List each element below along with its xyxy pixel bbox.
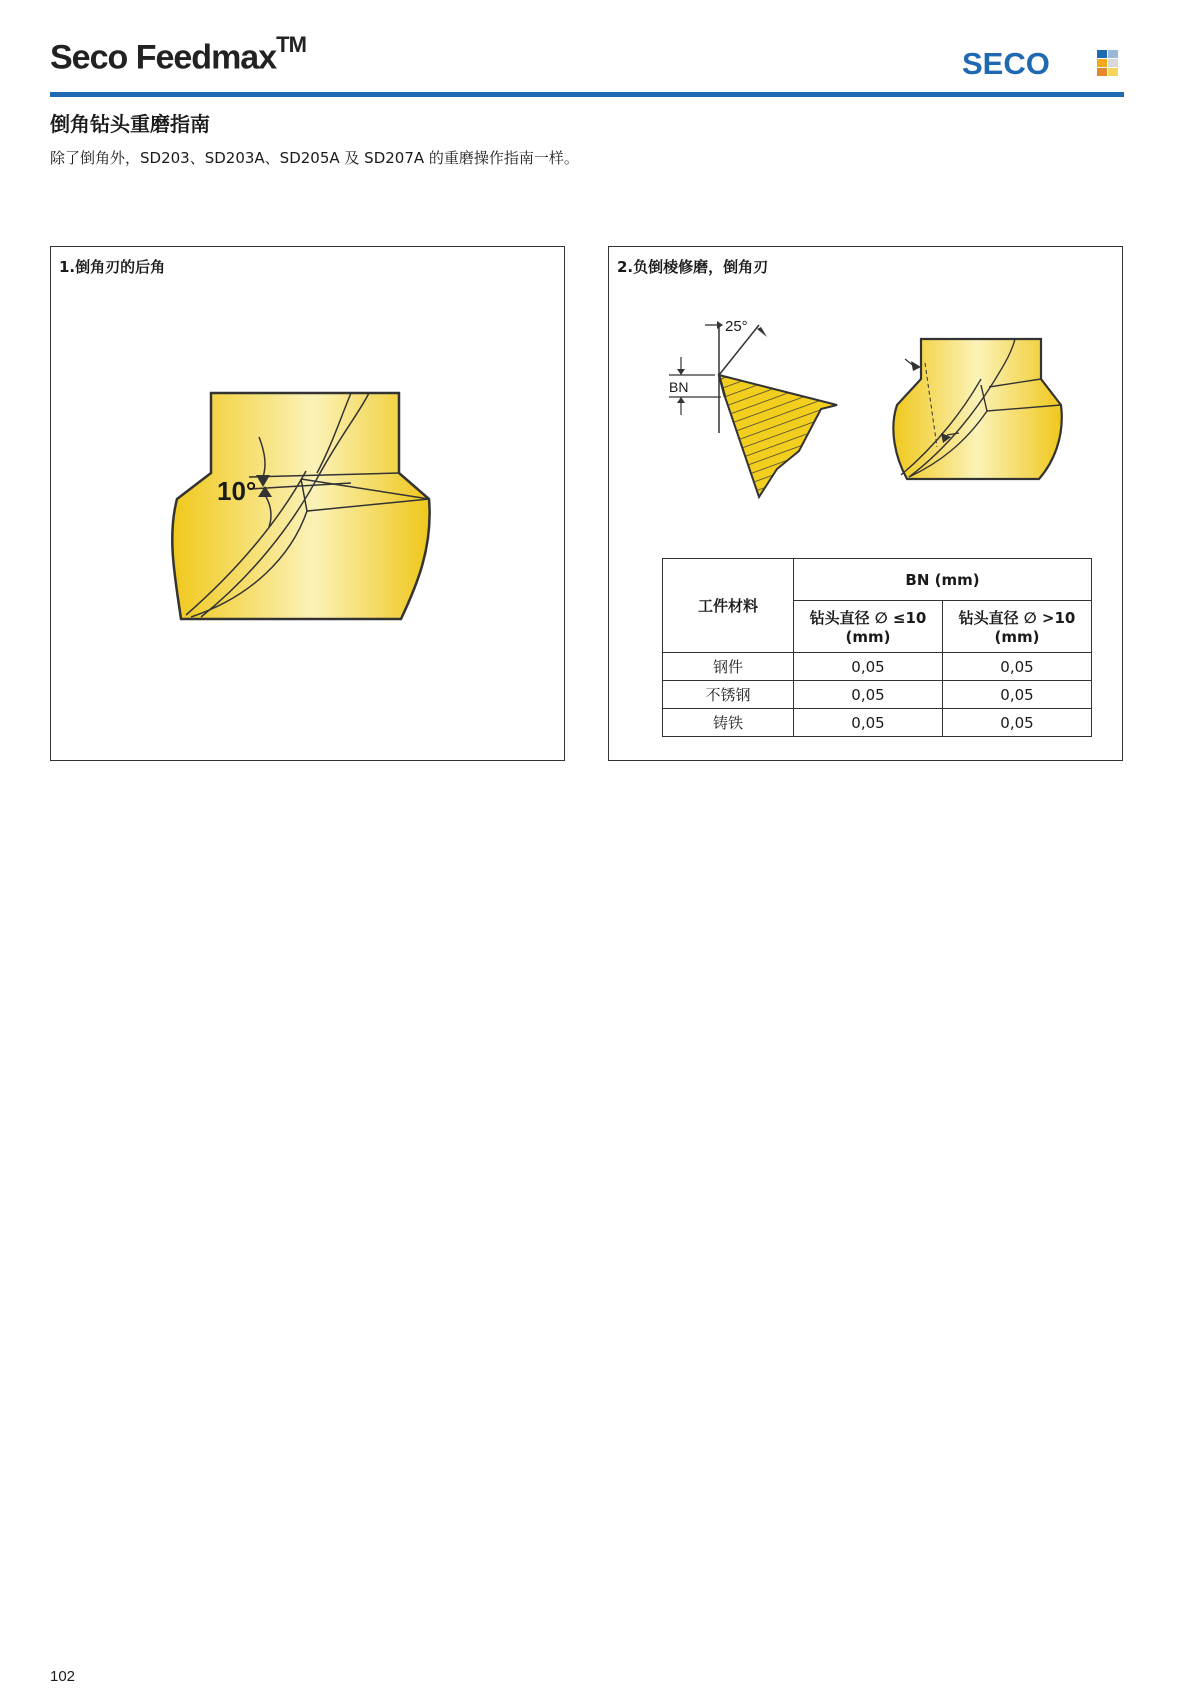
panel1-title: 1.倒角刃的后角 xyxy=(59,258,166,276)
table-cell-material: 不锈钢 xyxy=(663,681,794,709)
drill-illustration-2 xyxy=(609,247,1124,547)
bn-table-header-large-line1: 钻头直径 ∅ >10 xyxy=(958,609,1076,627)
bn-table-header-small xyxy=(794,601,943,653)
bn-table-header-material: 工件材料 xyxy=(663,559,794,653)
brand-title xyxy=(50,32,306,77)
header-rule xyxy=(50,92,1124,97)
drill-illustration-1 xyxy=(51,247,566,762)
bn-table xyxy=(662,558,1092,737)
panel2-title: 2.负倒棱修磨，倒角刃 xyxy=(617,258,769,276)
bn-table-header-small-line2: (mm) xyxy=(845,628,891,646)
table-row xyxy=(663,709,1092,737)
table-cell-small: 0,05 xyxy=(794,709,943,737)
brand-name: Seco Feedmax xyxy=(50,38,277,77)
bn-table-header-small-line1: 钻头直径 ∅ ≤10 xyxy=(809,609,927,627)
table-row xyxy=(663,653,1092,681)
table-cell-small: 0,05 xyxy=(794,681,943,709)
table-cell-material: 铸铁 xyxy=(663,709,794,737)
negative-land-angle-label: 25° xyxy=(725,318,748,335)
bn-dimension-label: BN xyxy=(669,379,689,395)
seco-logo xyxy=(962,46,1122,80)
intro-text: 除了倒角外，SD203、SD203A、SD205A 及 SD207A 的重磨操作指南一样。 xyxy=(50,149,579,167)
bn-table-header-bn: BN (mm) xyxy=(794,559,1092,601)
table-row xyxy=(663,681,1092,709)
logo-text: SECO xyxy=(962,46,1050,80)
table-cell-large: 0,05 xyxy=(943,681,1092,709)
bn-table-header-large xyxy=(943,601,1092,653)
table-cell-small: 0,05 xyxy=(794,653,943,681)
panel-clearance-angle xyxy=(50,246,565,761)
table-cell-large: 0,05 xyxy=(943,653,1092,681)
bn-table-header-large-line2: (mm) xyxy=(994,628,1040,646)
page-number: 102 xyxy=(50,1668,76,1685)
panel-negative-land xyxy=(608,246,1123,761)
section-title: 倒角钻头重磨指南 xyxy=(50,112,210,136)
table-cell-material: 钢件 xyxy=(663,653,794,681)
table-cell-large: 0,05 xyxy=(943,709,1092,737)
clearance-angle-label: 10° xyxy=(217,476,257,506)
trademark: TM xyxy=(276,32,306,57)
